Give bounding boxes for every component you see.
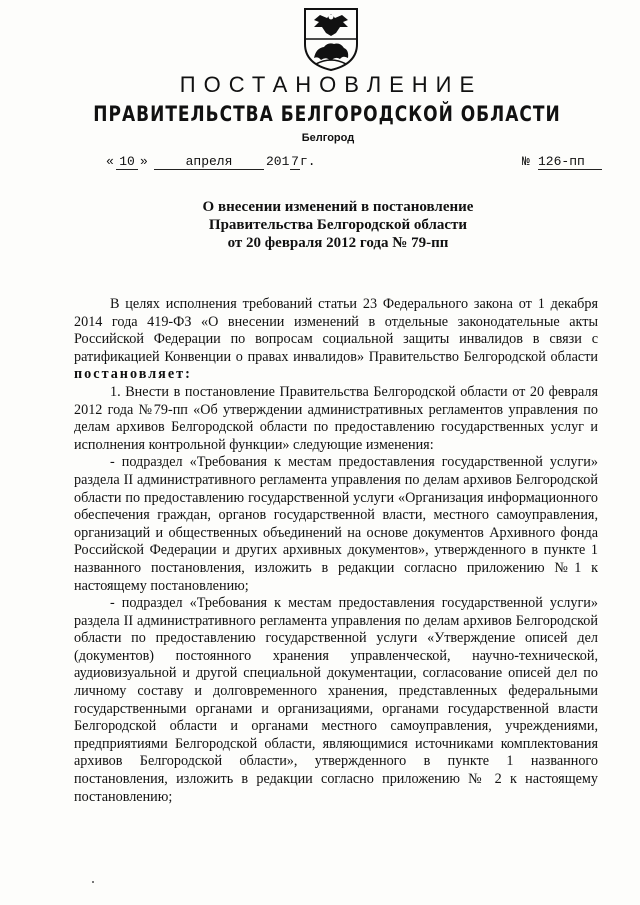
document-body (74, 296, 598, 806)
heading-line-2: Правительства Белгородской области (208, 217, 468, 233)
date-year-prefix: 201 (266, 154, 290, 169)
belgorod-coat-of-arms-icon (302, 6, 360, 72)
date-day: 10 (116, 154, 138, 170)
paragraph-preamble: В целях исполнения требований статьи 23 Федерального закона от 1 декабря 2014 года 419-ФЗ «О внесении изменений в отдельные законодательные акты Российской Федерации по вопросам социальной защиты инвалидов в связи с ратификацией Конвенции о правах инвалидов» Правительство Белгородской области постановляет: (74, 296, 598, 383)
paragraph-subsection-1: - подраздел «Требования к местам предоставления государственной услуги» раздела II административного регламента управления по делам архивов Белгородской области по предоставлению государственной услуги «Организация информационного обеспечения граждан, органов государственной власти, местного самоуправления, организаций и общественных объединений на основе документов Архивного фонда Российской Федерации и других архивных документов», утвержденного в пункте 1 названного постановления, изложить в редакции согласно приложению №1 к настоящему постановлению; (74, 454, 598, 594)
date-close-quote: » (140, 154, 148, 169)
heading-line-1: О внесении изменений в постановление (202, 199, 474, 215)
date-year-suffix: 7 (291, 154, 299, 169)
resolve-word: постановляет: (74, 366, 192, 383)
paragraph-subsection-2: - подраздел «Требования к местам предоставления государственной услуги» раздела II административного регламента управления по делам архивов Белгородской области по предоставлению государственной услуги «Утверждение описей дел (документов) постоянного хранения управленческой, научно-технической, аудиовизуальной и другой специальной документации, согласование описей дел по личному составу и долговременного хранения, представленных федеральными государственными органами и организациями, органами государственной власти Белгородской области и органами местного самоуправления, учреждениями, предприятиями Белгородской области, являющимися источниками комплектования архивов Белгородской области», утвержденного в пункте 1 названного постановления, изложить в редакции согласно приложению № 2 к настоящему постановлению; (74, 595, 598, 805)
scan-speck (92, 881, 94, 883)
date-open-quote: « (106, 154, 114, 169)
date-month: апреля (154, 154, 264, 170)
document-number: 126-пп (538, 154, 602, 170)
city-name: Белгород (301, 132, 355, 144)
document-type-title: ПОСТАНОВЛЕНИЕ (179, 72, 483, 97)
date-and-number-line (106, 154, 606, 174)
date-year-end: г. (300, 154, 316, 169)
heading-line-3: от 20 февраля 2012 года № 79-пп (227, 235, 449, 251)
issuing-authority: ПРАВИТЕЛЬСТВА БЕЛГОРОДСКОЙ ОБЛАСТИ (93, 102, 561, 127)
paragraph-item-1: 1. Внести в постановление Правительства Белгородской области от 20 февраля 2012 года №79-пп «Об утверждении административных регламентов управления по делам архивов Белгородской области по предоставлению государственных услуг и исполнения контрольной функции» следующие изменения: (74, 383, 598, 453)
document-heading (0, 198, 640, 252)
number-label: № (522, 154, 530, 169)
